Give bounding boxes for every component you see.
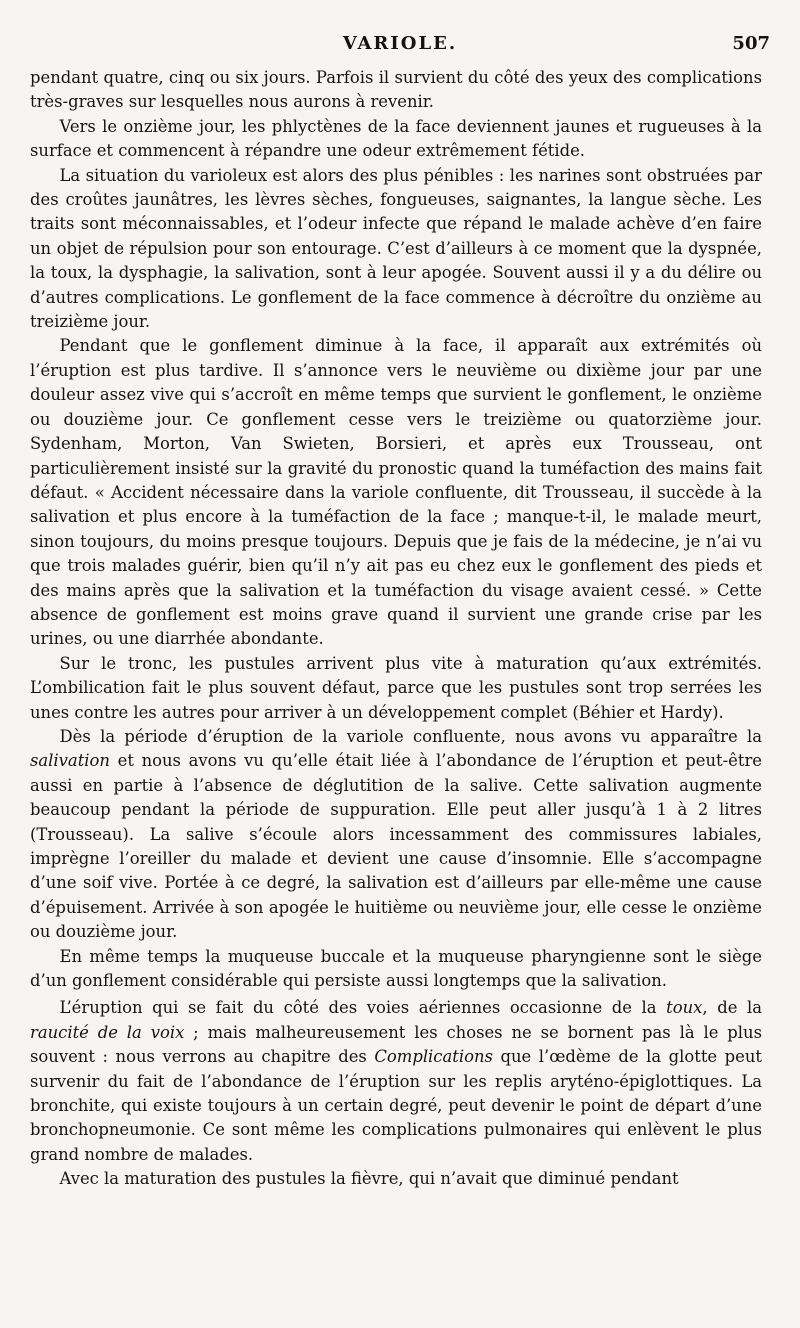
page-body [30, 66, 762, 1192]
paragraph-text: Vers le onzième jour, les phlyctènes de la face deviennent jaunes et rugueuses à la surface et commencent à répandre une odeur extrêmement fétide. [30, 116, 762, 161]
paragraph-text: que l’œdème de la glotte peut survenir du fait de l’abondance de l’éruption sur les replis aryténo-épiglottiques. La bronchite, qui existe toujours à un certain degré, peut devenir le point de départ d’une bronchopneumonie. Ce sont même les complications pulmonaires qui enlèvent le plus grand nombre de malades. [30, 1047, 762, 1164]
running-title: VARIOLE. [342, 33, 458, 54]
paragraph-7 [30, 945, 762, 994]
paragraph-text: Sur le tronc, les pustules arrivent plus vite à maturation qu’aux extrémités. L’ombilication fait le plus souvent défaut, parce que les pustules sont trop serrées les unes contre les autres pour arriver à un développement complet (Béhier et Hardy). [30, 653, 762, 722]
italic-term: salivation [30, 751, 110, 771]
paragraph-text: et nous avons vu qu’elle était liée à l’abondance de l’éruption et peut-être aussi en partie à l’absence de déglutition de la salive. Cette salivation augmente beaucoup pendant la période de suppuration. Elle peut aller jusqu’à 1 à 2 litres (Trousseau). La salive s’écoule alors incessamment des commissures labiales, imprègne l’oreiller du malade et devient une cause d’insomnie. Elle s’accompagne d’une soif vive. Portée à ce degré, la salivation est d’ailleurs par elle-même une cause d’épuisement. Arrivée à son apogée le huitième ou neuvième jour, elle cesse le onzième ou douzième jour. [30, 751, 762, 942]
paragraph-text: ; mais malheureusement les choses ne se bornent pas là le plus souvent : nous verrons au chapitre des [30, 1022, 762, 1067]
page-header [30, 33, 770, 59]
paragraph-1 [30, 66, 762, 115]
paragraph-3 [30, 164, 762, 335]
paragraph-text: La situation du varioleux est alors des plus pénibles : les narines sont obstruées par des croûtes jaunâtres, les lèvres sèches, fongueuses, saignantes, la langue sèche. Les traits sont méconnaissables, et l’odeur infecte que répand le malade achève d’en faire un objet de répulsion pour son entourage. C’est d’ailleurs à ce moment que la dyspnée, la toux, la dysphagie, la salivation, sont à leur apogée. Souvent aussi il y a du délire ou d’autres complications. Le gonflement de la face commence à décroître du onzième au treizième jour. [30, 165, 762, 332]
paragraph-text: L’éruption qui se fait du côté des voies aériennes occasionne de la [59, 998, 667, 1018]
italic-term: toux [666, 998, 703, 1018]
paragraph-text: Dès la période d’éruption de la variole confluente, nous avons vu apparaître la [59, 726, 762, 746]
italic-term: raucité de la voix [30, 1022, 185, 1042]
paragraph-text: pendant quatre, cinq ou six jours. Parfois il survient du côté des yeux des complications très-graves sur lesquelles nous aurons à revenir. [30, 68, 762, 112]
paragraph-text: , de la [702, 998, 762, 1018]
paragraph-2 [30, 115, 762, 164]
paragraph-9 [30, 1167, 762, 1191]
paragraph-text: Avec la maturation des pustules la fièvre, qui n’avait que diminué pendant [59, 1169, 679, 1189]
italic-term: Complications [374, 1047, 493, 1067]
paragraph-4 [30, 334, 762, 651]
paragraph-5 [30, 652, 762, 725]
paragraph-text: Pendant que le gonflement diminue à la face, il apparaît aux extrémités où l’éruption est plus tardive. Il s’annonce vers le neuvième ou dixième jour par une douleur assez vive qui s’accroît en même temps que survient le gonflement, le onzième ou douzième jour. Ce gonflement cesse vers le treizième ou quatorzième jour. Sydenham, Morton, Van Swieten, Borsieri, et après eux Trousseau, ont particulièrement insisté sur la gravité du pronostic quand la tuméfaction des mains fait défaut. « Accident nécessaire dans la variole confluente, dit Trousseau, il succède à la salivation et plus encore à la tuméfaction de la face ; manque-t-il, le malade meurt, sinon toujours, du moins presque toujours. Depuis que je fais de la médecine, je n’ai vu que trois malades guérir, bien qu’il n’y ait pas eu chez eux le gonflement des pieds et des mains après que la salivation et la tuméfaction du visage avaient cessé. » Cette absence de gonflement est moins grave quand il survient une grande crise par les urines, ou une diarrhée abondante. [30, 336, 762, 649]
paragraph-8 [30, 996, 762, 1167]
page-number: 507 [732, 33, 770, 54]
paragraph-text: En même temps la muqueuse buccale et la muqueuse pharyngienne sont le siège d’un gonflement considérable qui persiste aussi longtemps que la salivation. [30, 946, 762, 991]
paragraph-6 [30, 725, 762, 945]
